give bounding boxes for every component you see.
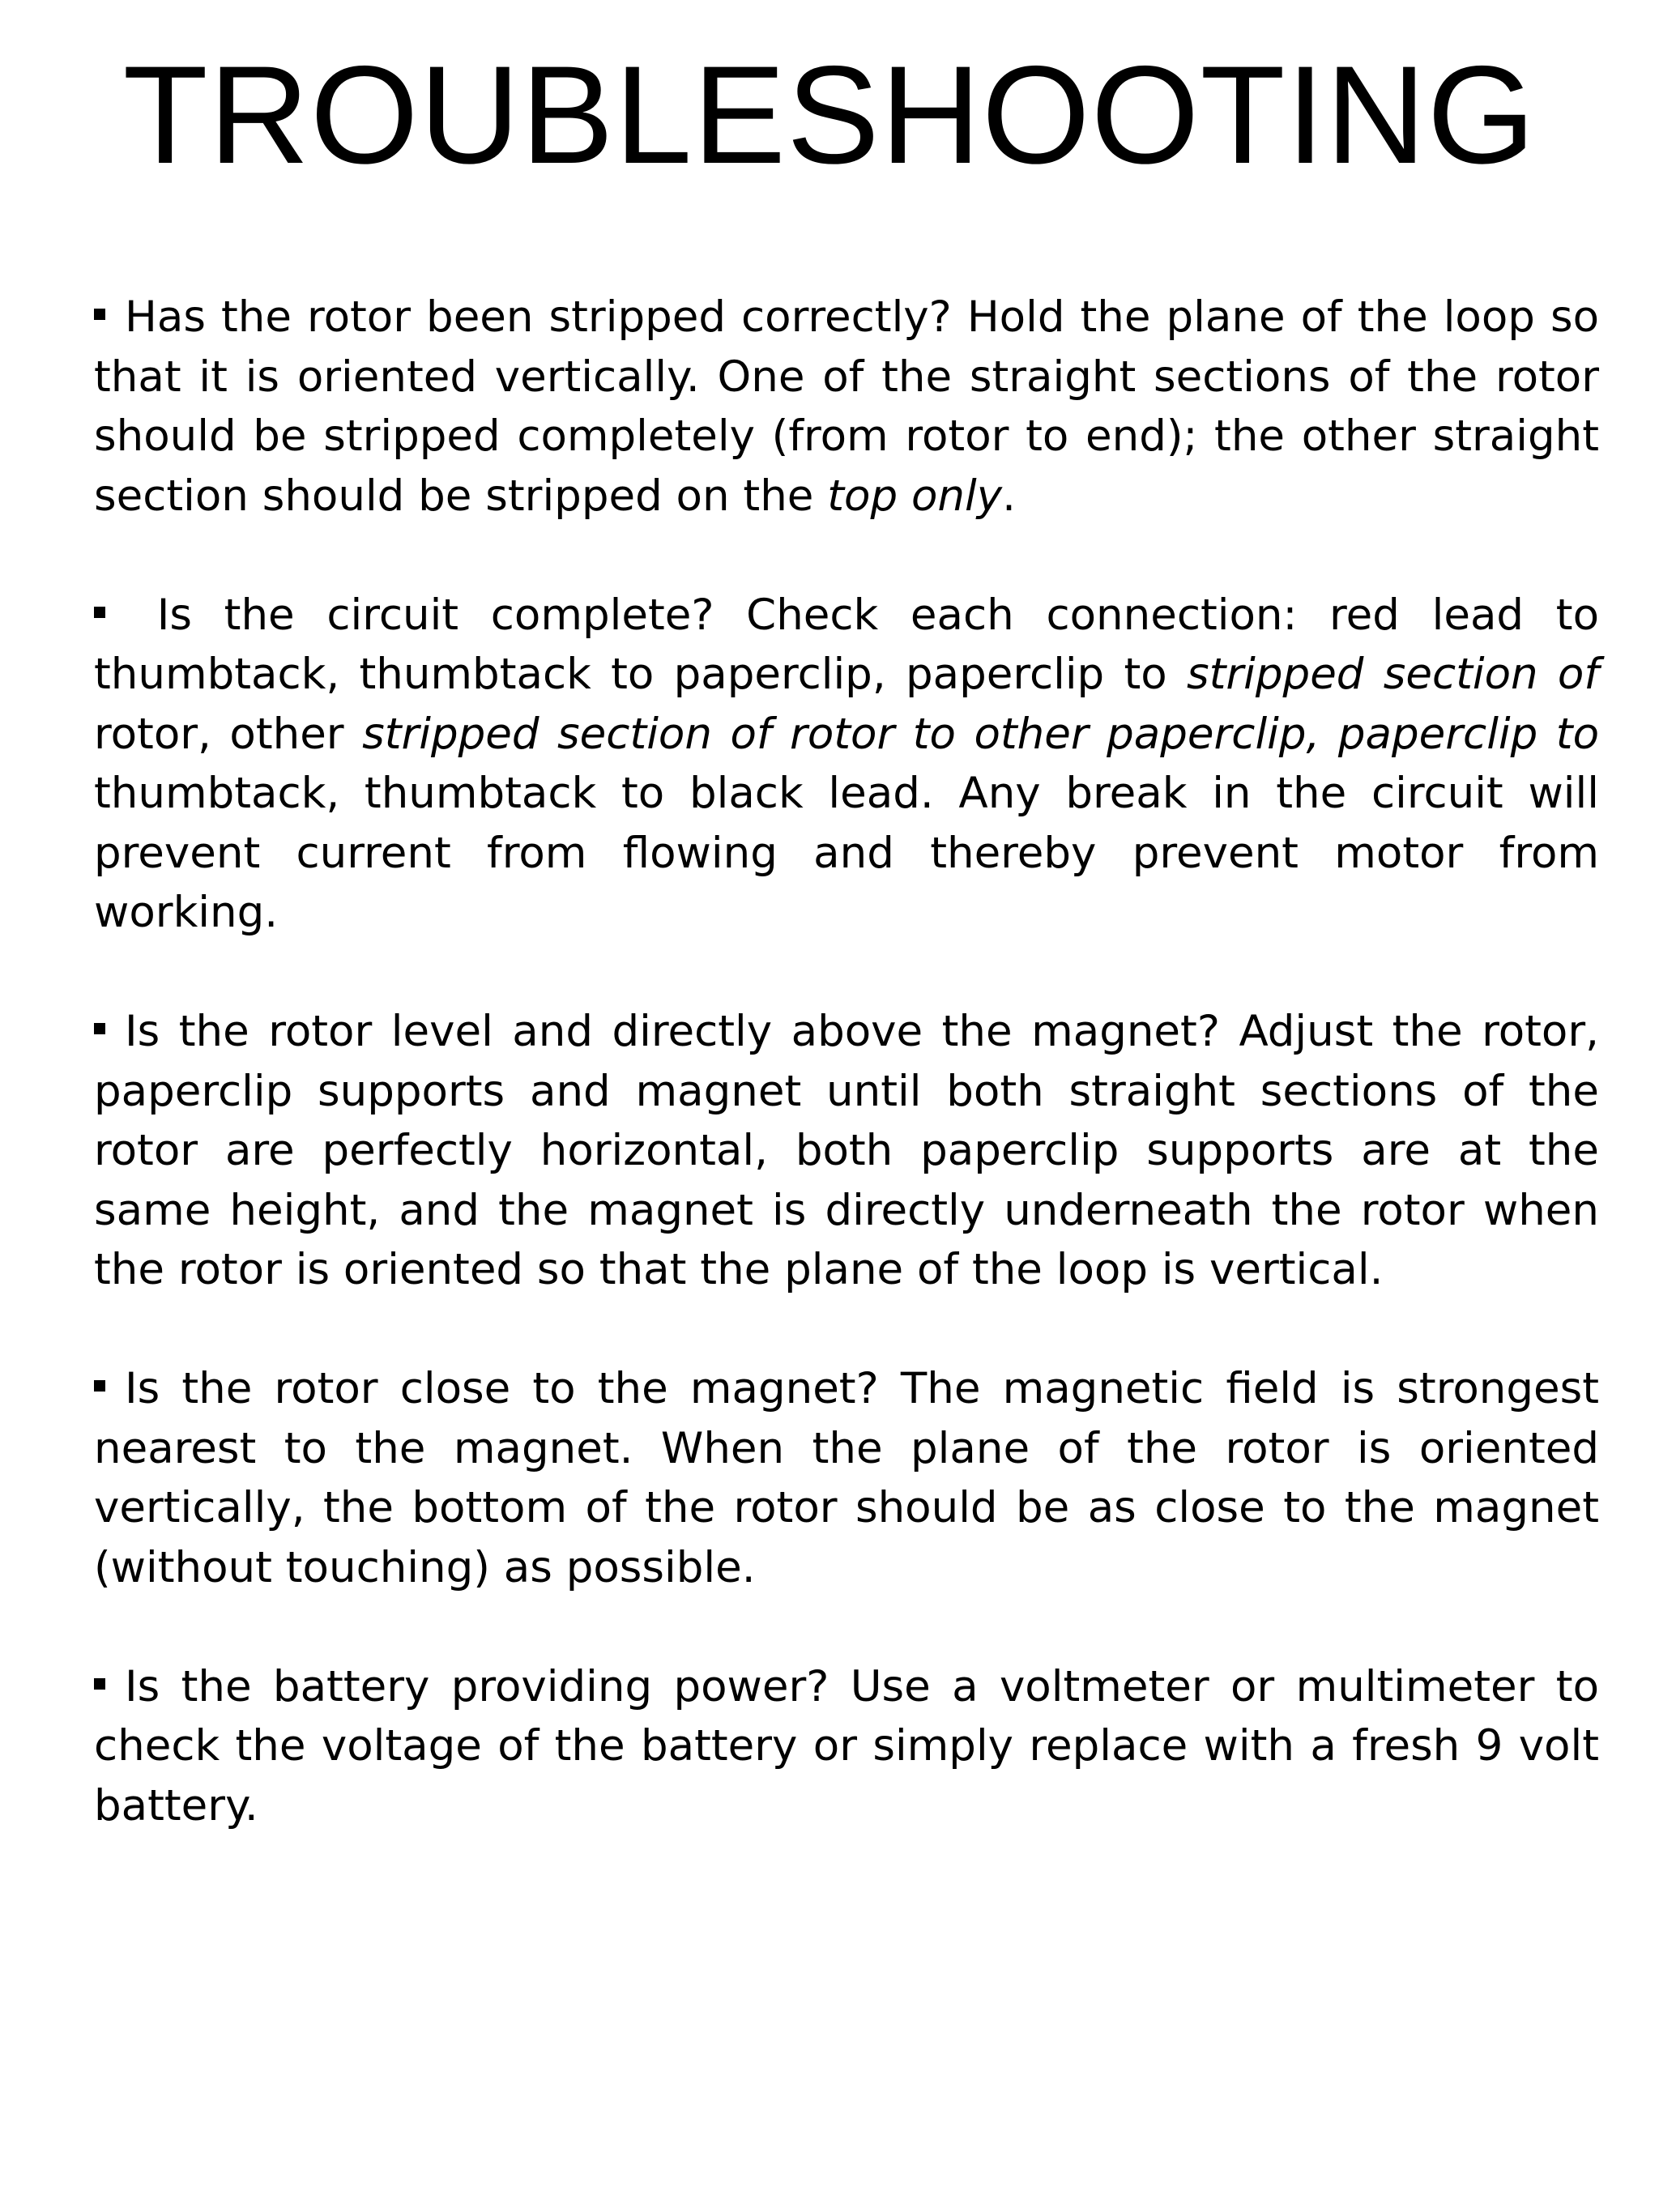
square-bullet-icon xyxy=(94,309,105,320)
item-text-italic: top only xyxy=(827,471,1003,521)
square-bullet-icon xyxy=(94,607,105,618)
item-text: Is the circuit complete? Check each connection: red lead to thumbtack, thumbtack to paperclip, paperclip to xyxy=(94,590,1599,699)
square-bullet-icon xyxy=(94,1678,105,1690)
square-bullet-icon xyxy=(94,1023,105,1034)
troubleshooting-item xyxy=(94,586,1599,943)
item-text: thumbtack, thumbtack to black lead. Any break in the circuit will prevent current from flowing and thereby prevent motor from working. xyxy=(94,769,1599,937)
item-text-italic: stripped section of xyxy=(1187,650,1600,699)
item-text: rotor, other xyxy=(94,709,363,759)
troubleshooting-item xyxy=(94,1359,1599,1597)
item-text: Is the battery providing power? Use a voltmeter or multimeter to check the voltage of the battery or simply replace with a fresh 9 volt battery. xyxy=(94,1661,1599,1831)
item-text: Is the rotor level and directly above the magnet? Adjust the rotor, paperclip supports and magnet until both straight sections of the rotor are perfectly horizontal, both paperclip supports are at the same height, and the magnet is directly underneath the rotor when the rotor is oriented so that the plane of the loop is vertical. xyxy=(94,1007,1599,1294)
item-text-italic: stripped section of rotor to other paperclip, paperclip to xyxy=(362,709,1599,759)
item-text: . xyxy=(1002,471,1016,521)
troubleshooting-list xyxy=(94,288,1599,1895)
troubleshooting-item xyxy=(94,288,1599,526)
square-bullet-icon xyxy=(94,1380,105,1392)
item-text: Is the rotor close to the magnet? The magnetic field is strongest nearest to the magnet. When the plane of the rotor is oriented vertically, the bottom of the rotor should be as close to the magnet (without touching) as possible. xyxy=(94,1364,1599,1592)
troubleshooting-item xyxy=(94,1002,1599,1300)
item-text: Has the rotor been stripped correctly? Hold the plane of the loop so that it is oriented vertically. One of the straight sections of the rotor should be stripped completely (from rotor to end); the other straight section should be stripped on the xyxy=(94,292,1599,521)
troubleshooting-item xyxy=(94,1657,1599,1836)
page-title: TROUBLESHOOTING xyxy=(122,37,1537,193)
